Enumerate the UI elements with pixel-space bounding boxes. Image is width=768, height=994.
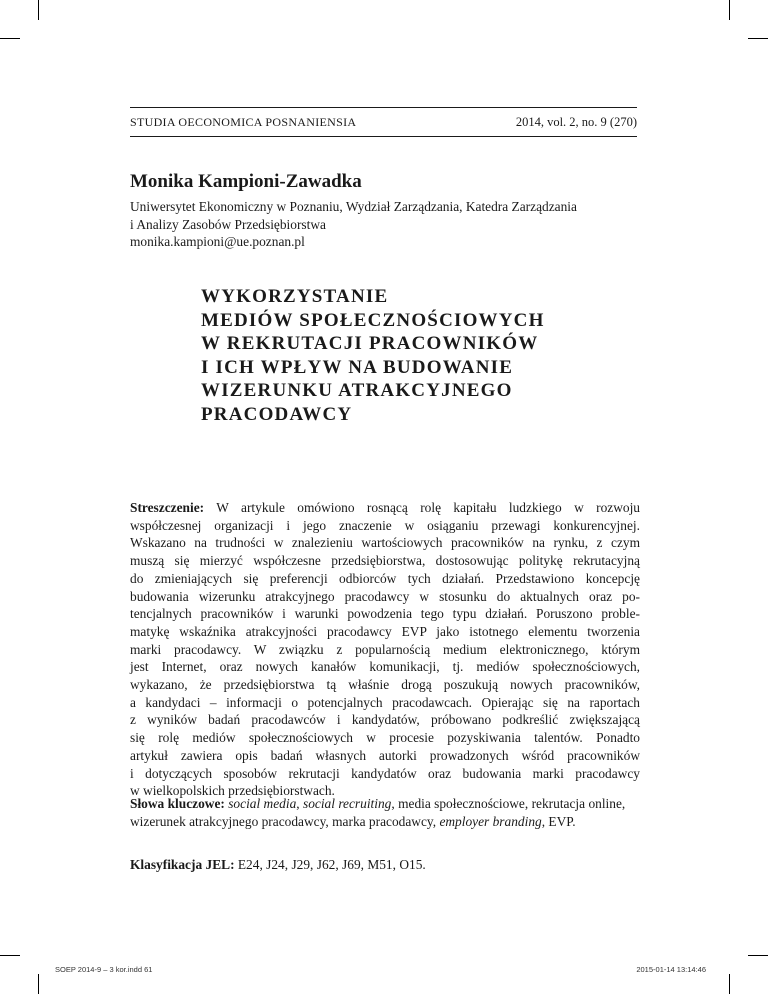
jel-label: Klasyfikacja JEL:	[130, 857, 235, 872]
title-line: WIZERUNKU ATRAKCYJNEGO	[201, 380, 513, 401]
crop-mark	[0, 955, 20, 956]
crop-mark	[748, 955, 768, 956]
author-affiliation	[130, 198, 640, 251]
crop-mark	[748, 38, 768, 39]
journal-name: STUDIA OECONOMICA POSNANIENSIA	[130, 115, 357, 129]
footer-datetime: 2015-01-14 13:14:46	[636, 965, 706, 974]
abstract-line: się rolę mediów społecznościowych w procesie pozyskiwania talentów. Ponadto	[130, 730, 640, 746]
crop-mark	[38, 0, 39, 20]
crop-mark	[729, 974, 730, 994]
jel-classification	[130, 857, 426, 873]
volume-info: 2014, vol. 2, no. 9 (270)	[515, 115, 637, 129]
header-rule-top	[130, 107, 637, 108]
abstract-line: marki pracodawcy. W związku z popularnością medium elektronicznego, którym	[130, 641, 640, 657]
abstract-line: współczesnej organizacji i jego znaczenie w osiąganiu przewagi konkurencyjnej.	[130, 517, 640, 533]
jel-codes: E24, J24, J29, J62, J69, M51, O15.	[234, 857, 426, 872]
abstract-line: tencjalnych pracowników i warunki powodzenia tego typu działań. Poruszono proble-	[130, 606, 640, 622]
affiliation-line: i Analizy Zasobów Przedsiębiorstwa	[130, 216, 326, 232]
title-line: WYKORZYSTANIE	[201, 286, 389, 307]
abstract-line: w wielkopolskich przedsiębiorstwach.	[130, 783, 335, 799]
abstract-line: budowania wizerunku atrakcyjnego pracodawcy w stosunku do aktualnych oraz po-	[130, 588, 640, 604]
article-title	[201, 285, 621, 426]
abstract	[130, 499, 640, 800]
abstract-line: wykazano, że przedsiębiorstwa tą właśnie drogą poszukują nowych pracowników,	[130, 677, 640, 693]
title-line: PRACODAWCY	[201, 403, 353, 425]
keyword: employer branding	[439, 813, 542, 829]
affiliation-line: Uniwersytet Ekonomiczny w Poznaniu, Wydział Zarządzania, Katedra Zarządzania	[130, 199, 577, 214]
keyword: social media	[228, 796, 297, 811]
abstract-line: Streszczenie: W artykule omówiono rosnącą rolę kapitału ludzkiego w rozwoju	[130, 500, 640, 515]
keywords-label: Słowa kluczowe:	[130, 796, 225, 811]
abstract-line: do zmieniających się preferencji odbiorców tych działań. Przedstawiono koncepcję	[130, 570, 640, 586]
header-rule-bottom	[130, 136, 637, 137]
author-email[interactable]: monika.kampioni@ue.poznan.pl	[130, 234, 305, 249]
crop-mark	[729, 0, 730, 20]
abstract-line: jest Internet, oraz nowych kanałów komunikacji, tj. mediów społecznościowych,	[130, 659, 640, 675]
keyword: social recruiting	[302, 796, 392, 811]
title-line: W REKRUTACJI PRACOWNIKÓW	[201, 333, 539, 354]
crop-mark	[38, 974, 39, 994]
abstract-label: Streszczenie:	[130, 500, 205, 515]
title-line: MEDIÓW SPOŁECZNOŚCIOWYCH	[201, 309, 545, 331]
abstract-line: muszą się mierzyć współczesne przedsiębiorstwa, dostosowując politykę rekrutacyjną	[130, 553, 640, 569]
crop-mark	[0, 38, 20, 39]
title-line: I ICH WPŁYW NA BUDOWANIE	[201, 356, 514, 378]
abstract-line: artykuł zawiera opis badań własnych autorki prowadzonych wśród pracowników	[130, 747, 640, 763]
keywords: Słowa kluczowe: social media, social recruiting, media społecznościowe, rekrutacja online, wizerunek atrakcyjnego pracodawcy, marka pracodawcy, employer branding, EVP.	[130, 796, 626, 829]
abstract-line: a kandydaci – informacji o potencjalnych pracodawcach. Opierając się na raportach	[130, 694, 640, 710]
abstract-line: i dotyczących sposobów rekrutacji kandydatów oraz budowania marki pracodawcy	[130, 765, 640, 781]
footer-file: SOEP 2014-9 – 3 kor.indd 61	[55, 965, 153, 974]
abstract-line: z wyników badań pracodawców i kandydatów, próbowano podkreślić zwiększającą	[130, 712, 640, 728]
abstract-line: Wskazano na trudności w znalezieniu wartościowych pracowników na rynku, z czym	[130, 535, 640, 551]
abstract-line: matykę wskaźnika atrakcyjności pracodawcy EVP jako istotnego elementu tworzenia	[130, 623, 640, 639]
author-name: Monika Kampioni-Zawadka	[130, 171, 362, 192]
